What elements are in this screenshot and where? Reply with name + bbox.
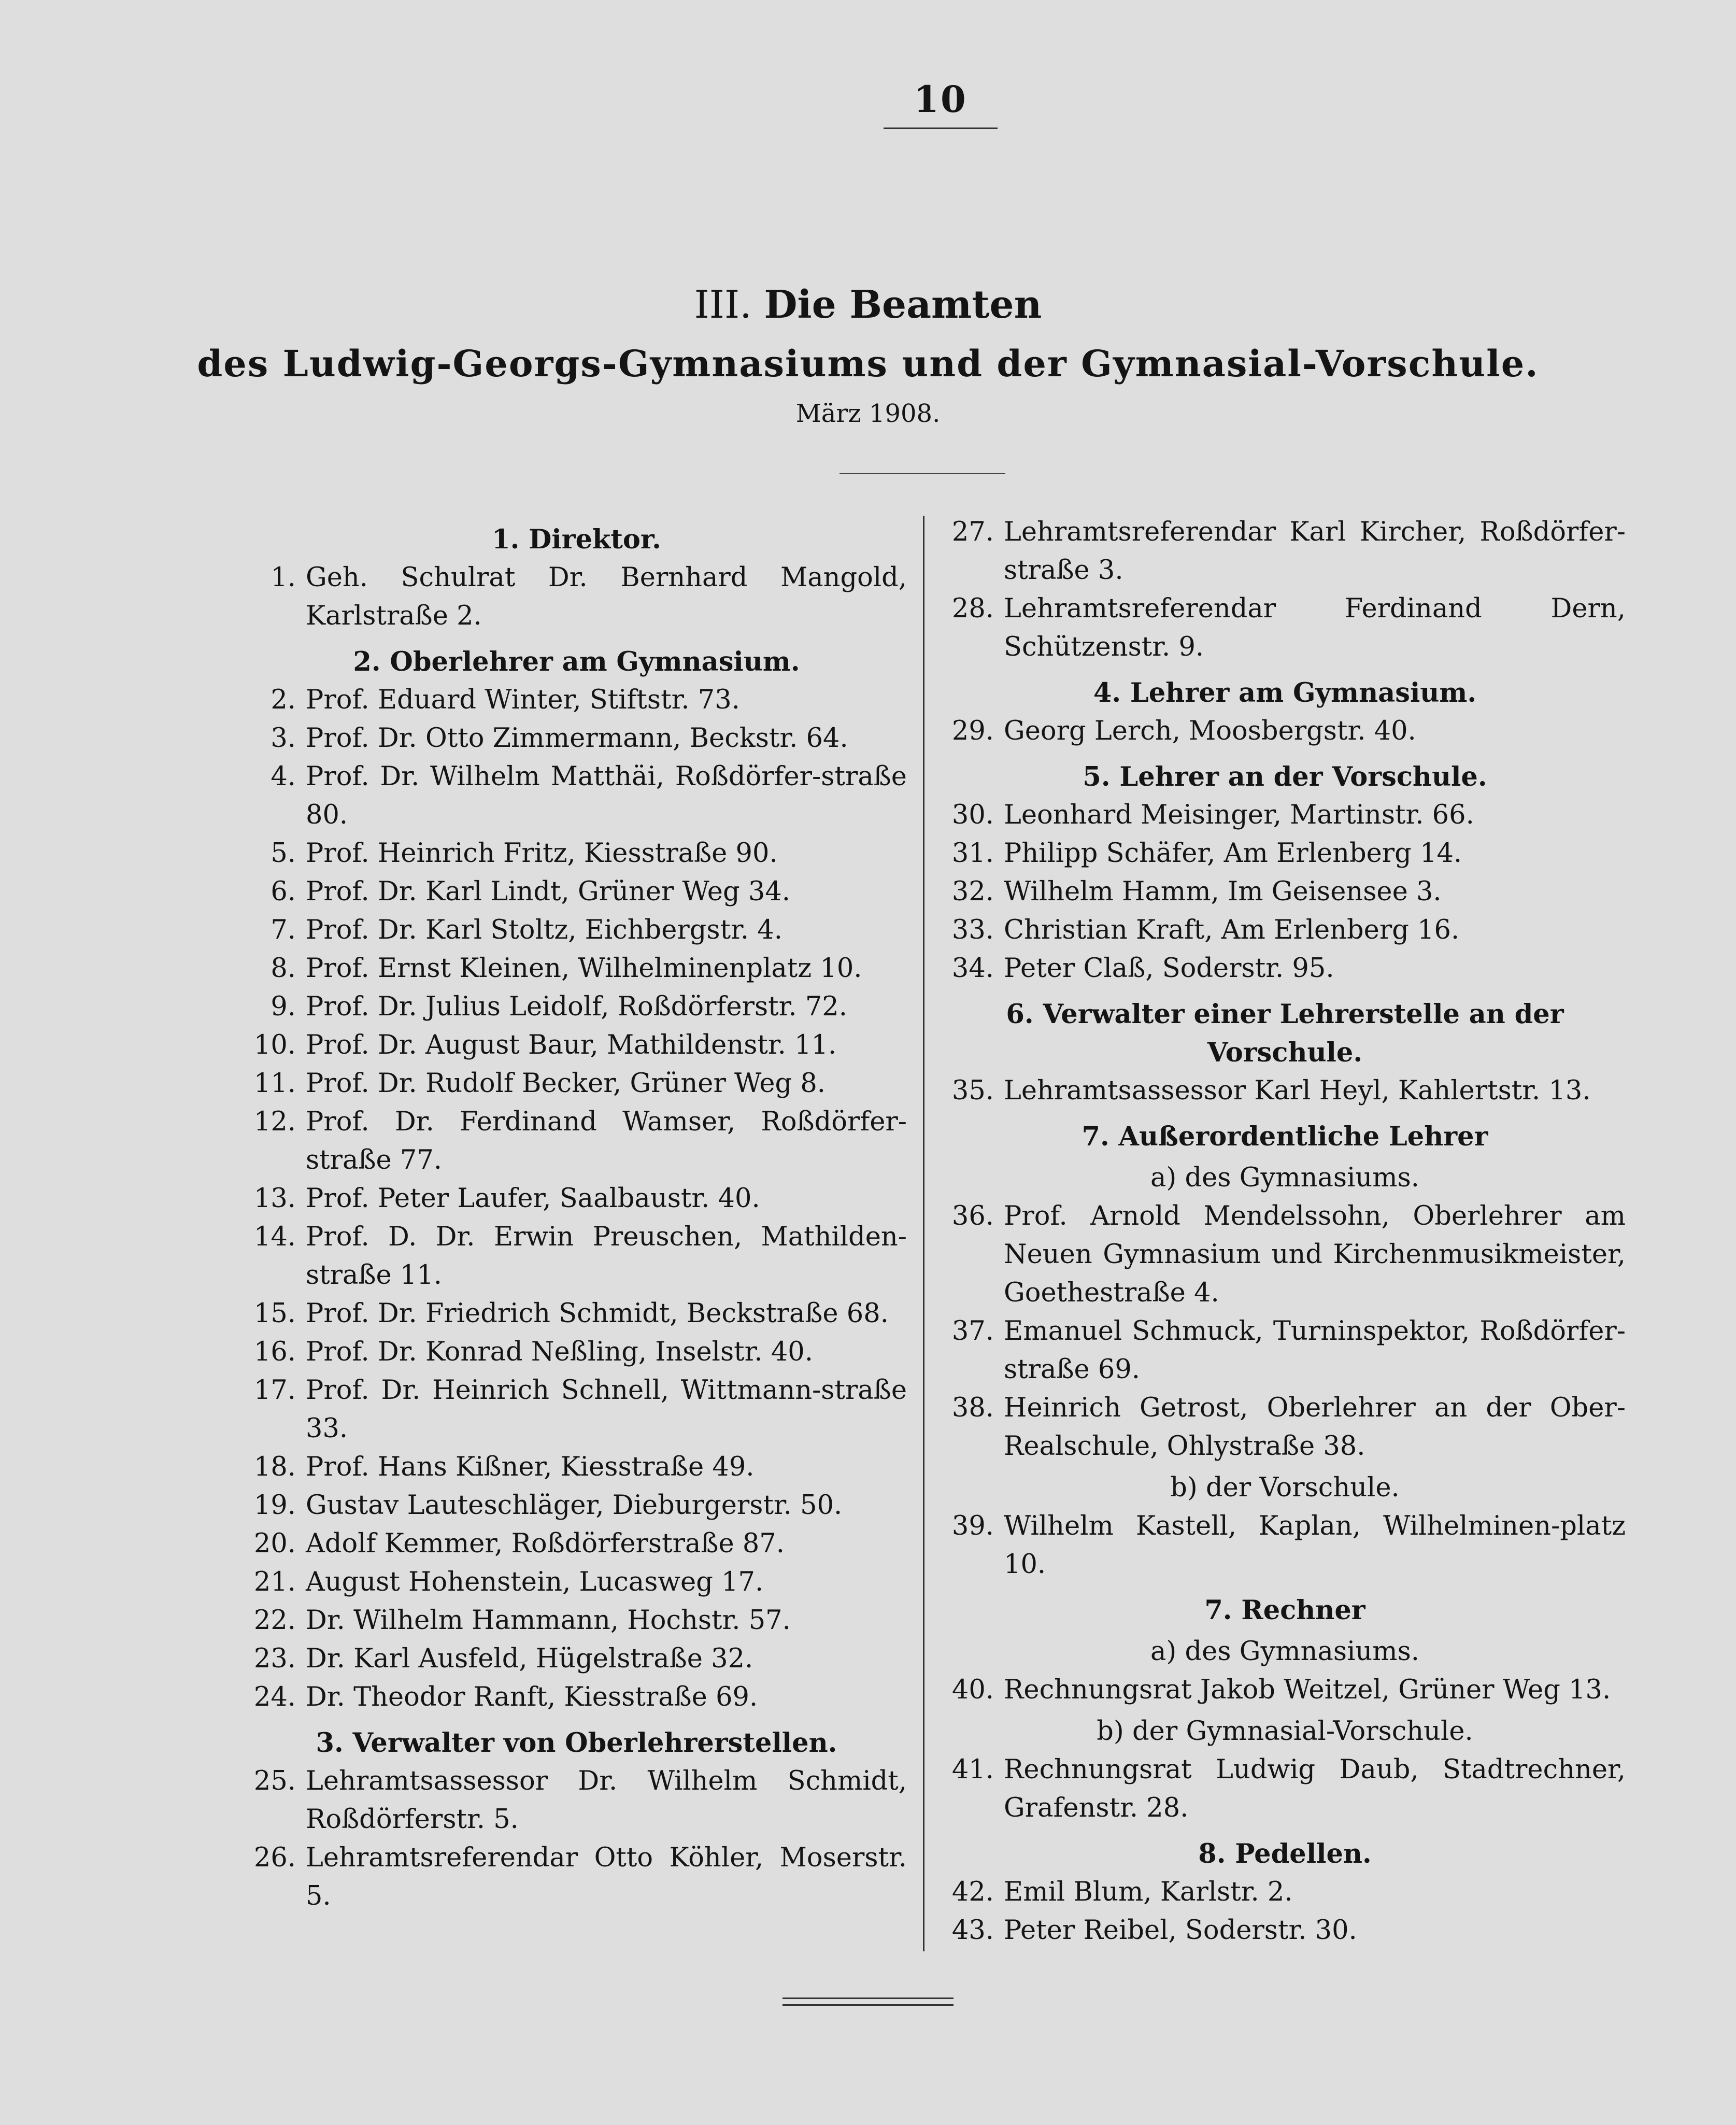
entry-text: Prof. Eduard Winter, Stiftstr. 73. (306, 685, 740, 715)
title-main: Die Beamten (764, 282, 1042, 327)
entry-number: 42. (951, 1877, 994, 1907)
entry-text: Peter Reibel, Soderstr. 30. (1004, 1915, 1357, 1946)
entry-text: Prof. Dr. August Baur, Mathildenstr. 11. (306, 1030, 837, 1060)
staff-entry (944, 712, 1626, 750)
entry-number: 14. (253, 1222, 296, 1252)
entry-number: 1. (271, 562, 296, 593)
entry-text: Philipp Schäfer, Am Erlenberg 14. (1004, 838, 1462, 869)
entry-number: 15. (253, 1298, 296, 1329)
entry-text: Wilhelm Hamm, Im Geisensee 3. (1004, 876, 1442, 907)
column-divider (923, 516, 924, 1951)
staff-entry (944, 1751, 1626, 1828)
entry-number: 41. (951, 1754, 994, 1785)
entry-number: 30. (951, 800, 994, 830)
staff-entry (246, 873, 907, 911)
entry-text: Prof. Peter Laufer, Saalbaustr. 40. (306, 1183, 760, 1214)
staff-entry (246, 1448, 907, 1486)
entry-number: 3. (271, 723, 296, 754)
entry-number: 36. (951, 1201, 994, 1231)
subsection-heading: a) des Gymnasiums. (1150, 1636, 1419, 1667)
entry-text: Lehramtsassessor Dr. Wilhelm Schmidt, Roßdörferstr. 5. (306, 1766, 907, 1835)
staff-entry (944, 1389, 1626, 1466)
entry-text: Prof. Hans Kißner, Kiesstraße 49. (306, 1452, 755, 1482)
staff-entry (944, 911, 1626, 950)
staff-entry (246, 681, 907, 719)
entry-text: Peter Claß, Soderstr. 95. (1004, 953, 1334, 984)
entry-text: Adolf Kemmer, Roßdörferstraße 87. (306, 1528, 785, 1559)
entry-number: 16. (253, 1337, 296, 1367)
staff-entry (246, 1563, 907, 1602)
staff-entry (246, 1180, 907, 1218)
entry-number: 12. (253, 1107, 296, 1137)
staff-entry (944, 1507, 1626, 1584)
staff-entry (246, 719, 907, 758)
entry-number: 25. (253, 1766, 296, 1796)
staff-entry (246, 1602, 907, 1640)
staff-entry (246, 950, 907, 988)
section-heading: 8. Pedellen. (1198, 1838, 1372, 1869)
page-number: 10 (914, 78, 967, 121)
entry-text: Prof. Dr. Otto Zimmermann, Beckstr. 64. (306, 723, 848, 754)
staff-entry (944, 1072, 1626, 1110)
entry-number: 31. (951, 838, 994, 869)
title-date: März 1908. (795, 399, 941, 428)
entry-text: Prof. Dr. Friedrich Schmidt, Beckstraße 68. (306, 1298, 889, 1329)
closing-double-rule (782, 1998, 954, 2006)
staff-entry (246, 1525, 907, 1563)
heading-rule (839, 473, 1005, 474)
staff-entry (246, 1486, 907, 1525)
subsection-heading: b) der Vorschule. (1170, 1472, 1400, 1503)
entry-number: 35. (951, 1075, 994, 1106)
entry-text: Prof. Arnold Mendelssohn, Oberlehrer am Neuen Gymnasium und Kirchenmusikmeister, Goethestraße 4. (1004, 1201, 1626, 1308)
staff-entry (944, 513, 1626, 590)
staff-entry (944, 1312, 1626, 1389)
entry-text: Geh. Schulrat Dr. Bernhard Mangold, Karlstraße 2. (306, 562, 907, 631)
entry-text: Prof. Dr. Rudolf Becker, Grüner Weg 8. (306, 1068, 826, 1099)
title-line-1 (0, 282, 1736, 327)
staff-entry (246, 1333, 907, 1371)
entry-text: Rechnungsrat Ludwig Daub, Stadtrechner, Grafenstr. 28. (1004, 1754, 1626, 1823)
entry-text: Emanuel Schmuck, Turninspektor, Roßdörfer-straße 69. (1004, 1316, 1626, 1385)
entry-text: Prof. Dr. Wilhelm Matthäi, Roßdörfer-straße 80. (306, 761, 907, 830)
entry-number: 13. (253, 1183, 296, 1214)
right-column (944, 513, 1626, 1950)
staff-entry (246, 911, 907, 950)
entry-text: Prof. Dr. Konrad Neßling, Inselstr. 40. (306, 1337, 813, 1367)
staff-entry (246, 1371, 907, 1448)
staff-entry (246, 559, 907, 635)
section-heading: 2. Oberlehrer am Gymnasium. (353, 646, 800, 677)
left-column (246, 513, 907, 1916)
staff-entry (246, 1065, 907, 1103)
subsection-heading: b) der Gymnasial-Vorschule. (1097, 1716, 1473, 1747)
entry-text: August Hohenstein, Lucasweg 17. (306, 1567, 764, 1597)
entry-number: 27. (951, 517, 994, 547)
entry-text: Dr. Theodor Ranft, Kiesstraße 69. (306, 1682, 758, 1712)
entry-text: Heinrich Getrost, Oberlehrer an der Ober-Realschule, Ohlystraße 38. (1004, 1393, 1626, 1462)
staff-entry (944, 1873, 1626, 1911)
entry-number: 38. (951, 1393, 994, 1423)
staff-entry (944, 590, 1626, 667)
staff-entry (246, 1762, 907, 1839)
entry-number: 10. (253, 1030, 296, 1060)
entry-text: Prof. Dr. Karl Stoltz, Eichbergstr. 4. (306, 915, 782, 945)
staff-entry (944, 1671, 1626, 1709)
entry-number: 39. (951, 1511, 994, 1541)
staff-entry (246, 1026, 907, 1065)
title-line-2: des Ludwig-Georgs-Gymnasiums und der Gymnasial-Vorschule. (197, 342, 1539, 385)
entry-number: 26. (253, 1843, 296, 1873)
entry-text: Lehramtsreferendar Otto Köhler, Moserstr. 5. (306, 1843, 907, 1911)
subsection-heading: a) des Gymnasiums. (1150, 1163, 1419, 1193)
staff-entry (246, 1839, 907, 1916)
entry-text: Gustav Lauteschläger, Dieburgerstr. 50. (306, 1490, 843, 1521)
entry-number: 7. (271, 915, 296, 945)
entry-number: 2. (271, 685, 296, 715)
entry-number: 23. (253, 1644, 296, 1674)
entry-number: 29. (951, 716, 994, 746)
entry-number: 9. (271, 991, 296, 1022)
entry-number: 24. (253, 1682, 296, 1712)
section-heading: 6. Verwalter einer Lehrerstelle an der Vorschule. (1006, 999, 1564, 1068)
page-number-rule (884, 128, 998, 129)
entry-number: 6. (271, 876, 296, 907)
entry-text: Prof. Dr. Julius Leidolf, Roßdörferstr. 72. (306, 991, 847, 1022)
entry-number: 17. (253, 1375, 296, 1406)
entry-number: 18. (253, 1452, 296, 1482)
entry-text: Lehramtsassessor Karl Heyl, Kahlertstr. 13. (1004, 1075, 1591, 1106)
staff-entry (246, 1218, 907, 1295)
entry-text: Georg Lerch, Moosbergstr. 40. (1004, 716, 1416, 746)
entry-number: 34. (951, 953, 994, 984)
section-heading: 3. Verwalter von Oberlehrerstellen. (316, 1727, 837, 1759)
entry-number: 21. (253, 1567, 296, 1597)
staff-entry (246, 758, 907, 834)
entry-number: 43. (951, 1915, 994, 1946)
entry-text: Lehramtsreferendar Karl Kircher, Roßdörfer-straße 3. (1004, 517, 1626, 586)
staff-entry (944, 873, 1626, 911)
staff-entry (246, 834, 907, 873)
entry-number: 5. (271, 838, 296, 869)
title-roman-numeral: III. (694, 282, 752, 327)
staff-entry (944, 950, 1626, 988)
entry-text: Christian Kraft, Am Erlenberg 16. (1004, 915, 1460, 945)
staff-entry (246, 1103, 907, 1180)
entry-number: 32. (951, 876, 994, 907)
section-heading: 5. Lehrer an der Vorschule. (1083, 761, 1487, 792)
staff-entry (246, 1640, 907, 1678)
entry-text: Prof. D. Dr. Erwin Preuschen, Mathilden-straße 11. (306, 1222, 907, 1291)
entry-text: Prof. Heinrich Fritz, Kiesstraße 90. (306, 838, 778, 869)
section-heading: 7. Außerordentliche Lehrer (1082, 1121, 1488, 1152)
entry-text: Dr. Wilhelm Hammann, Hochstr. 57. (306, 1605, 791, 1636)
entry-text: Wilhelm Kastell, Kaplan, Wilhelminen-platz 10. (1004, 1511, 1626, 1580)
entry-text: Dr. Karl Ausfeld, Hügelstraße 32. (306, 1644, 753, 1674)
entry-text: Rechnungsrat Jakob Weitzel, Grüner Weg 13. (1004, 1675, 1611, 1705)
entry-number: 19. (253, 1490, 296, 1521)
staff-entry (246, 1678, 907, 1717)
staff-entry (246, 1295, 907, 1333)
entry-number: 40. (951, 1675, 994, 1705)
section-heading: 1. Direktor. (492, 524, 661, 555)
staff-entry (944, 796, 1626, 834)
entry-text: Emil Blum, Karlstr. 2. (1004, 1877, 1293, 1907)
entry-text: Prof. Dr. Karl Lindt, Grüner Weg 34. (306, 876, 790, 907)
entry-text: Leonhard Meisinger, Martinstr. 66. (1004, 800, 1474, 830)
entry-text: Prof. Ernst Kleinen, Wilhelminenplatz 10. (306, 953, 862, 984)
staff-entry (246, 988, 907, 1026)
section-heading: 4. Lehrer am Gymnasium. (1093, 677, 1477, 709)
entry-number: 8. (271, 953, 296, 984)
entry-text: Lehramtsreferendar Ferdinand Dern, Schützenstr. 9. (1004, 593, 1626, 662)
entry-number: 28. (951, 593, 994, 624)
staff-entry (944, 834, 1626, 873)
entry-number: 11. (253, 1068, 296, 1099)
entry-number: 37. (951, 1316, 994, 1347)
entry-number: 4. (271, 761, 296, 792)
staff-entry (944, 1911, 1626, 1950)
entry-number: 20. (253, 1528, 296, 1559)
entry-number: 22. (253, 1605, 296, 1636)
entry-text: Prof. Dr. Ferdinand Wamser, Roßdörfer-straße 77. (306, 1107, 907, 1175)
entry-text: Prof. Dr. Heinrich Schnell, Wittmann-straße 33. (306, 1375, 907, 1444)
entry-number: 33. (951, 915, 994, 945)
staff-entry (944, 1197, 1626, 1312)
section-heading: 7. Rechner (1204, 1595, 1365, 1626)
